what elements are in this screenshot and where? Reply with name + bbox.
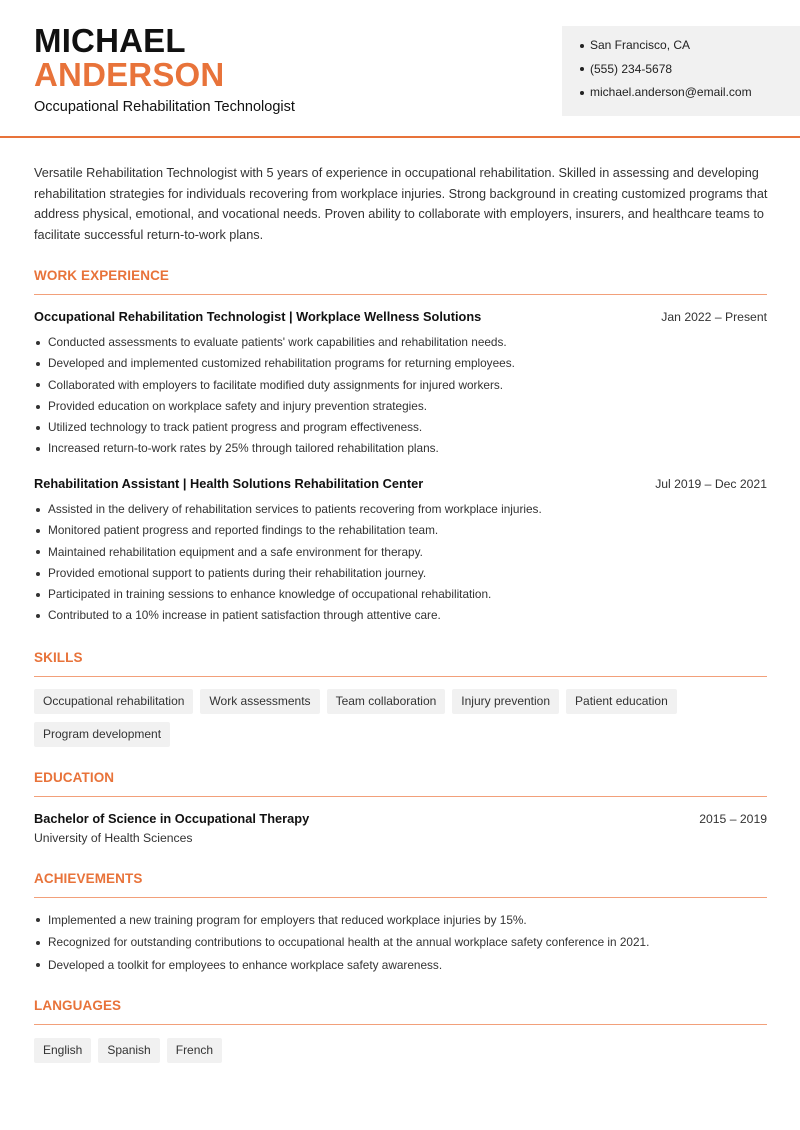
bullet-icon bbox=[36, 918, 40, 922]
list-item-text: Participated in training sessions to enhance knowledge of occupational rehabilitation. bbox=[48, 587, 492, 602]
list-item bbox=[34, 584, 767, 605]
job-title: Occupational Rehabilitation Technologist bbox=[34, 99, 295, 115]
job-dates: Jan 2022 – Present bbox=[661, 310, 767, 324]
contact-location bbox=[580, 34, 800, 58]
list-item bbox=[34, 438, 767, 459]
skill-chip: Injury prevention bbox=[452, 689, 559, 714]
bullet-icon bbox=[36, 529, 40, 533]
job-heading bbox=[34, 476, 767, 491]
list-item bbox=[34, 375, 767, 396]
section-title-education: EDUCATION bbox=[34, 770, 115, 785]
contact-email bbox=[580, 81, 800, 105]
list-item-text: Maintained rehabilitation equipment and a safe environment for therapy. bbox=[48, 544, 423, 559]
skill-chip: Program development bbox=[34, 722, 170, 747]
list-item-text: Contributed to a 10% increase in patient satisfaction through attentive care. bbox=[48, 608, 441, 623]
bullet-icon bbox=[36, 572, 40, 576]
list-item-text: Implemented a new training program for employers that reduced workplace injuries by 15%. bbox=[48, 912, 527, 927]
list-item-text: Conducted assessments to evaluate patients' work capabilities and rehabilitation needs. bbox=[48, 335, 507, 349]
section-divider bbox=[34, 1024, 767, 1025]
bullet-icon bbox=[36, 362, 40, 366]
job-bullets bbox=[34, 332, 767, 460]
section-divider bbox=[34, 294, 767, 295]
last-name: ANDERSON bbox=[34, 56, 225, 93]
bullet-icon bbox=[36, 614, 40, 618]
section-title-languages: LANGUAGES bbox=[34, 998, 122, 1013]
list-item bbox=[34, 542, 767, 563]
contact-box bbox=[562, 26, 800, 116]
list-item bbox=[34, 417, 767, 438]
languages-list bbox=[34, 1038, 767, 1063]
skill-chip: Work assessments bbox=[200, 689, 319, 714]
language-chip: Spanish bbox=[98, 1038, 159, 1063]
list-item-text: Developed and implemented customized rehabilitation programs for returning employees. bbox=[48, 356, 515, 371]
section-divider bbox=[34, 796, 767, 797]
skills-list bbox=[34, 689, 767, 747]
bullet-icon bbox=[36, 963, 40, 967]
job-dates: Jul 2019 – Dec 2021 bbox=[655, 477, 767, 491]
section-title-achievements: ACHIEVEMENTS bbox=[34, 871, 143, 886]
bullet-icon bbox=[580, 91, 584, 95]
skill-chip: Patient education bbox=[566, 689, 677, 714]
education-dates: 2015 – 2019 bbox=[699, 812, 767, 826]
list-item bbox=[34, 909, 767, 932]
job-heading bbox=[34, 309, 767, 324]
section-title-skills: SKILLS bbox=[34, 650, 83, 665]
list-item-text: Increased return-to-work rates by 25% through tailored rehabilitation plans. bbox=[48, 441, 439, 456]
job-role: Occupational Rehabilitation Technologist | Workplace Wellness Solutions bbox=[34, 309, 482, 324]
list-item-text: Provided education on workplace safety and injury prevention strategies. bbox=[48, 398, 428, 413]
list-item bbox=[34, 605, 767, 626]
skill-chip: Team collaboration bbox=[327, 689, 446, 714]
list-item bbox=[34, 520, 767, 541]
skill-chip: Occupational rehabilitation bbox=[34, 689, 193, 714]
list-item bbox=[34, 954, 767, 977]
list-item bbox=[34, 932, 767, 955]
summary-paragraph: Versatile Rehabilitation Technologist with 5 years of experience in occupational rehabilitation. Skilled in assessing and developing rehabilitation strategies for individuals recovering from workplace injuries. Strong background in creating customized programs that address physical, emotional, and vocational needs. Proven ability to collaborate with employers, insurers, and healthcare teams to facilitate successful return-to-work plans. bbox=[34, 166, 768, 242]
section-divider bbox=[34, 897, 767, 898]
bullet-icon bbox=[36, 508, 40, 512]
contact-location-text: San Francisco, CA bbox=[590, 38, 691, 53]
contact-phone-text: (555) 234-5678 bbox=[590, 61, 673, 76]
bullet-icon bbox=[36, 341, 40, 345]
school-name: University of Health Sciences bbox=[34, 831, 193, 845]
bullet-icon bbox=[580, 44, 584, 48]
list-item-text: Assisted in the delivery of rehabilitation services to patients recovering from workplace injuries. bbox=[48, 502, 542, 516]
bullet-icon bbox=[36, 593, 40, 597]
list-item bbox=[34, 353, 767, 374]
list-item-text: Developed a toolkit for employees to enhance workplace safety awareness. bbox=[48, 957, 443, 972]
list-item bbox=[34, 396, 767, 417]
list-item-text: Recognized for outstanding contributions to occupational health at the annual workplace safety conference in 2021. bbox=[48, 935, 650, 950]
list-item bbox=[34, 332, 767, 353]
education-heading bbox=[34, 811, 767, 826]
section-title-work: WORK EXPERIENCE bbox=[34, 268, 170, 283]
list-item-text: Monitored patient progress and reported findings to the rehabilitation team. bbox=[48, 523, 439, 538]
bullet-icon bbox=[580, 67, 584, 71]
bullet-icon bbox=[36, 447, 40, 451]
list-item bbox=[34, 499, 767, 520]
contact-phone bbox=[580, 58, 800, 82]
list-item bbox=[34, 563, 767, 584]
bullet-icon bbox=[36, 405, 40, 409]
list-item-text: Collaborated with employers to facilitate modified duty assignments for injured workers. bbox=[48, 377, 504, 392]
resume-header bbox=[0, 0, 800, 138]
contact-email-text: michael.anderson@email.com bbox=[590, 85, 752, 100]
first-name: MICHAEL bbox=[34, 22, 186, 59]
list-item-text: Provided emotional support to patients during their rehabilitation journey. bbox=[48, 565, 427, 580]
list-item-text: Utilized technology to track patient progress and program effectiveness. bbox=[48, 420, 423, 435]
degree: Bachelor of Science in Occupational Therapy bbox=[34, 811, 310, 826]
achievements-list bbox=[34, 909, 767, 977]
language-chip: French bbox=[167, 1038, 222, 1063]
section-divider bbox=[34, 676, 767, 677]
bullet-icon bbox=[36, 383, 40, 387]
job-bullets bbox=[34, 499, 767, 627]
bullet-icon bbox=[36, 550, 40, 554]
bullet-icon bbox=[36, 941, 40, 945]
job-role: Rehabilitation Assistant | Health Solutions Rehabilitation Center bbox=[34, 476, 424, 491]
language-chip: English bbox=[34, 1038, 91, 1063]
bullet-icon bbox=[36, 426, 40, 430]
